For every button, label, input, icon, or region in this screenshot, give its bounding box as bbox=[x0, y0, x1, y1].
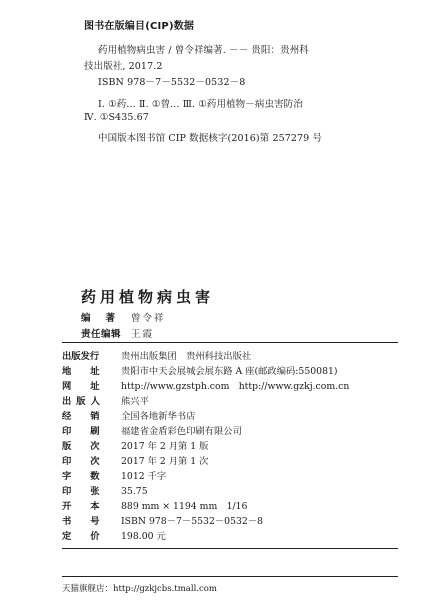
word-count-label: 字数 bbox=[62, 471, 119, 482]
printer-row bbox=[62, 423, 242, 437]
distributor-value: 全国各地新华书店 bbox=[121, 411, 196, 422]
printer-value: 福建省金盾彩色印刷有限公司 bbox=[121, 426, 242, 437]
distributor-label: 经销 bbox=[62, 411, 119, 422]
format-row bbox=[62, 498, 247, 512]
cip-classification: Ⅰ. ①药… Ⅱ. ①曾… Ⅲ. ①药用植物－病虫害防治 bbox=[98, 99, 303, 110]
cip-classification: Ⅳ. ①S435.67 bbox=[84, 112, 149, 123]
editor-label: 责任编辑 bbox=[81, 329, 122, 340]
sheets-label: 印张 bbox=[62, 486, 119, 497]
cip-title: 图书在版编目(CIP)数据 bbox=[84, 21, 195, 32]
impression-value: 2017 年 2 月第 1 次 bbox=[121, 456, 209, 467]
address-value: 贵阳市中天会展城会展东路 A 座(邮政编码:550081) bbox=[121, 366, 338, 377]
middle-rule bbox=[62, 548, 398, 549]
price-value: 198.00 元 bbox=[121, 531, 166, 542]
bottom-rule bbox=[62, 576, 398, 577]
website-label: 网址 bbox=[62, 381, 119, 392]
word-count-row bbox=[62, 468, 166, 482]
isbn-label: 书号 bbox=[62, 516, 119, 527]
website-value: http://www.gzstph.com http://www.gzkj.com.cn bbox=[121, 381, 350, 392]
book-title: 药用植物病虫害 bbox=[81, 288, 215, 306]
publisher-value: 贵州出版集团 贵州科技出版社 bbox=[121, 351, 252, 362]
sheets-row bbox=[62, 483, 148, 497]
editor-name: 王霞 bbox=[131, 329, 155, 340]
printer-label: 印刷 bbox=[62, 426, 119, 437]
edition-label: 版次 bbox=[62, 441, 119, 452]
sheets-value: 35.75 bbox=[121, 486, 148, 497]
price-row bbox=[62, 528, 166, 542]
format-label: 开本 bbox=[62, 501, 119, 512]
address-row bbox=[62, 363, 338, 377]
price-label: 定价 bbox=[62, 531, 119, 542]
author-row bbox=[81, 310, 166, 324]
cip-record-number: 中国版本图书馆 CIP 数据核字(2016)第 257279 号 bbox=[98, 133, 323, 144]
edition-value: 2017 年 2 月第 1 版 bbox=[121, 441, 209, 452]
address-label: 地址 bbox=[62, 366, 119, 377]
cip-isbn: ISBN 978－7－5532－0532－8 bbox=[98, 77, 246, 88]
author-name: 曾令祥 bbox=[131, 313, 166, 324]
word-count-value: 1012 千字 bbox=[121, 471, 167, 482]
editor-row bbox=[81, 326, 154, 340]
cip-line: 技出版社, 2017.2 bbox=[84, 61, 163, 72]
isbn-value: ISBN 978－7－5532－0532－8 bbox=[121, 516, 264, 527]
issuer-row bbox=[62, 393, 149, 407]
distributor-row bbox=[62, 408, 195, 422]
top-rule bbox=[62, 342, 398, 343]
issuer-label: 出版人 bbox=[62, 396, 105, 407]
tmall-store-link[interactable]: 天猫旗舰店：http://gzkjcbs.tmall.com bbox=[62, 584, 217, 594]
website-row bbox=[62, 378, 349, 392]
isbn-row bbox=[62, 513, 263, 527]
edition-row bbox=[62, 438, 208, 452]
impression-label: 印次 bbox=[62, 456, 119, 467]
author-label: 编著 bbox=[81, 313, 131, 324]
format-value: 889 mm × 1194 mm 1/16 bbox=[121, 501, 248, 512]
publisher-label: 出版发行 bbox=[62, 351, 100, 362]
impression-row bbox=[62, 453, 208, 467]
cip-line: 药用植物病虫害 / 曾令祥编著. －－ 贵阳：贵州科 bbox=[98, 45, 309, 56]
publisher-row bbox=[62, 348, 251, 362]
issuer-value: 熊兴平 bbox=[121, 396, 149, 407]
